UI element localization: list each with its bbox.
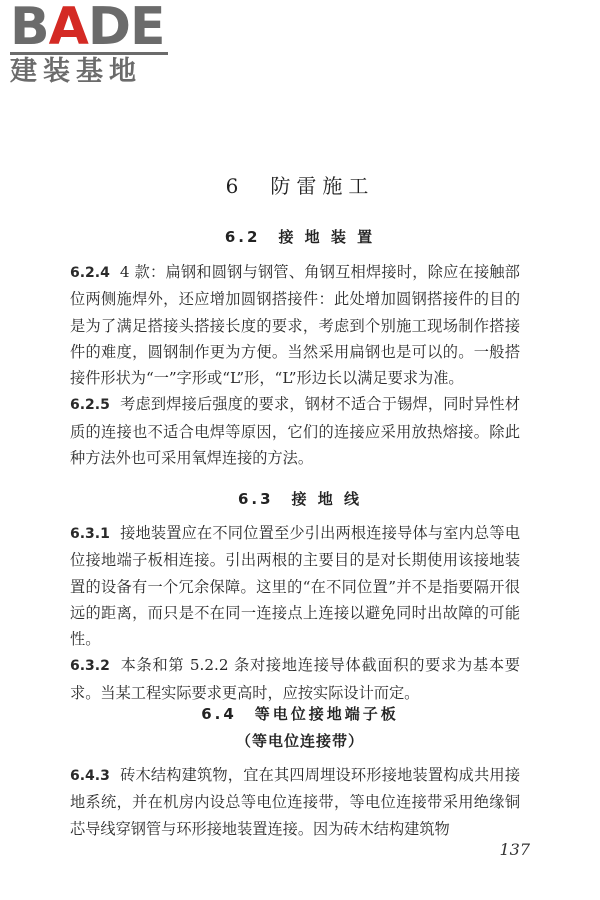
section-subtitle-6-4: （等电位连接带） bbox=[235, 732, 364, 750]
chapter-title: 6 防雷施工 bbox=[225, 174, 375, 198]
logo-letters-de: DE bbox=[87, 0, 165, 57]
logo-letter-a: A bbox=[48, 0, 88, 57]
clause-text: 接地装置应在不同位置至少引出两根连接导体与室内总等电位接地端子板相连接。引出两根的主要目的是对长期使用该接地装置的设备有一个冗余保障。这里的“在不同位置”并不是指要隔开很远的距离，而只是不在同一连接点上连接以避免同时出故障的可能性。 bbox=[70, 524, 520, 649]
clause-number: 6.4.3 bbox=[70, 768, 110, 784]
clause-6-4-3 bbox=[70, 762, 520, 842]
clause-text: 考虑到焊接后强度的要求，钢材不适合于锡焊，同时异性材质的连接也不适合电焊等原因，它们的连接应采用放热熔接。除此种方法外也可采用氧焊连接的方法。 bbox=[70, 395, 520, 468]
section-body-6-3 bbox=[70, 520, 520, 706]
clause-number: 6.3.2 bbox=[70, 658, 110, 675]
clause-number: 6.3.1 bbox=[70, 526, 110, 542]
clause-6-3-2 bbox=[70, 652, 520, 706]
clause-text: 本条和第 5.2.2 条对接地连接导体截面积的要求为基本要求。当某工程实际要求更高时，应按实际设计而定。 bbox=[70, 656, 520, 702]
logo-subtitle: 建装基地 bbox=[10, 56, 142, 87]
section-body-6-4 bbox=[70, 762, 520, 842]
bade-logo bbox=[10, 2, 180, 89]
page-number: 137 bbox=[499, 840, 530, 859]
clause-number: 6.2.5 bbox=[70, 397, 110, 414]
section-title-6-2: 6.2 接 地 装 置 bbox=[224, 228, 376, 246]
clause-6-3-1 bbox=[70, 520, 520, 652]
section-body-6-2 bbox=[70, 259, 520, 471]
section-title-6-3: 6.3 接 地 线 bbox=[237, 490, 363, 508]
clause-number: 6.2.4 bbox=[70, 265, 110, 281]
clause-text: 砖木结构建筑物，宜在其四周埋设环形接地装置构成共用接地系统，并在机房内设总等电位连接带，等电位连接带采用绝缘铜芯导线穿钢管与环形接地装置连接。因为砖木结构建筑物 bbox=[70, 766, 520, 838]
clause-6-2-4 bbox=[70, 259, 520, 391]
logo-wordmark bbox=[10, 0, 180, 57]
clause-text: 4 款：扁钢和圆钢与钢管、角钢互相焊接时，除应在接触部位两侧施焊外，还应增加圆钢搭接件：此处增加圆钢搭接件的目的是为了满足搭接头搭接长度的要求，考虑到个别施工现场制作搭接件的难度，圆钢制作更为方便。当然采用扁钢也是可以的。一般搭接件形状为“一”字形或“L”形，“L”形边长以满足要求为准。 bbox=[70, 263, 520, 388]
logo-letter-b: B bbox=[10, 0, 49, 57]
section-title-6-4: 6.4 等电位接地端子板 bbox=[201, 705, 399, 723]
clause-6-2-5 bbox=[70, 391, 520, 471]
